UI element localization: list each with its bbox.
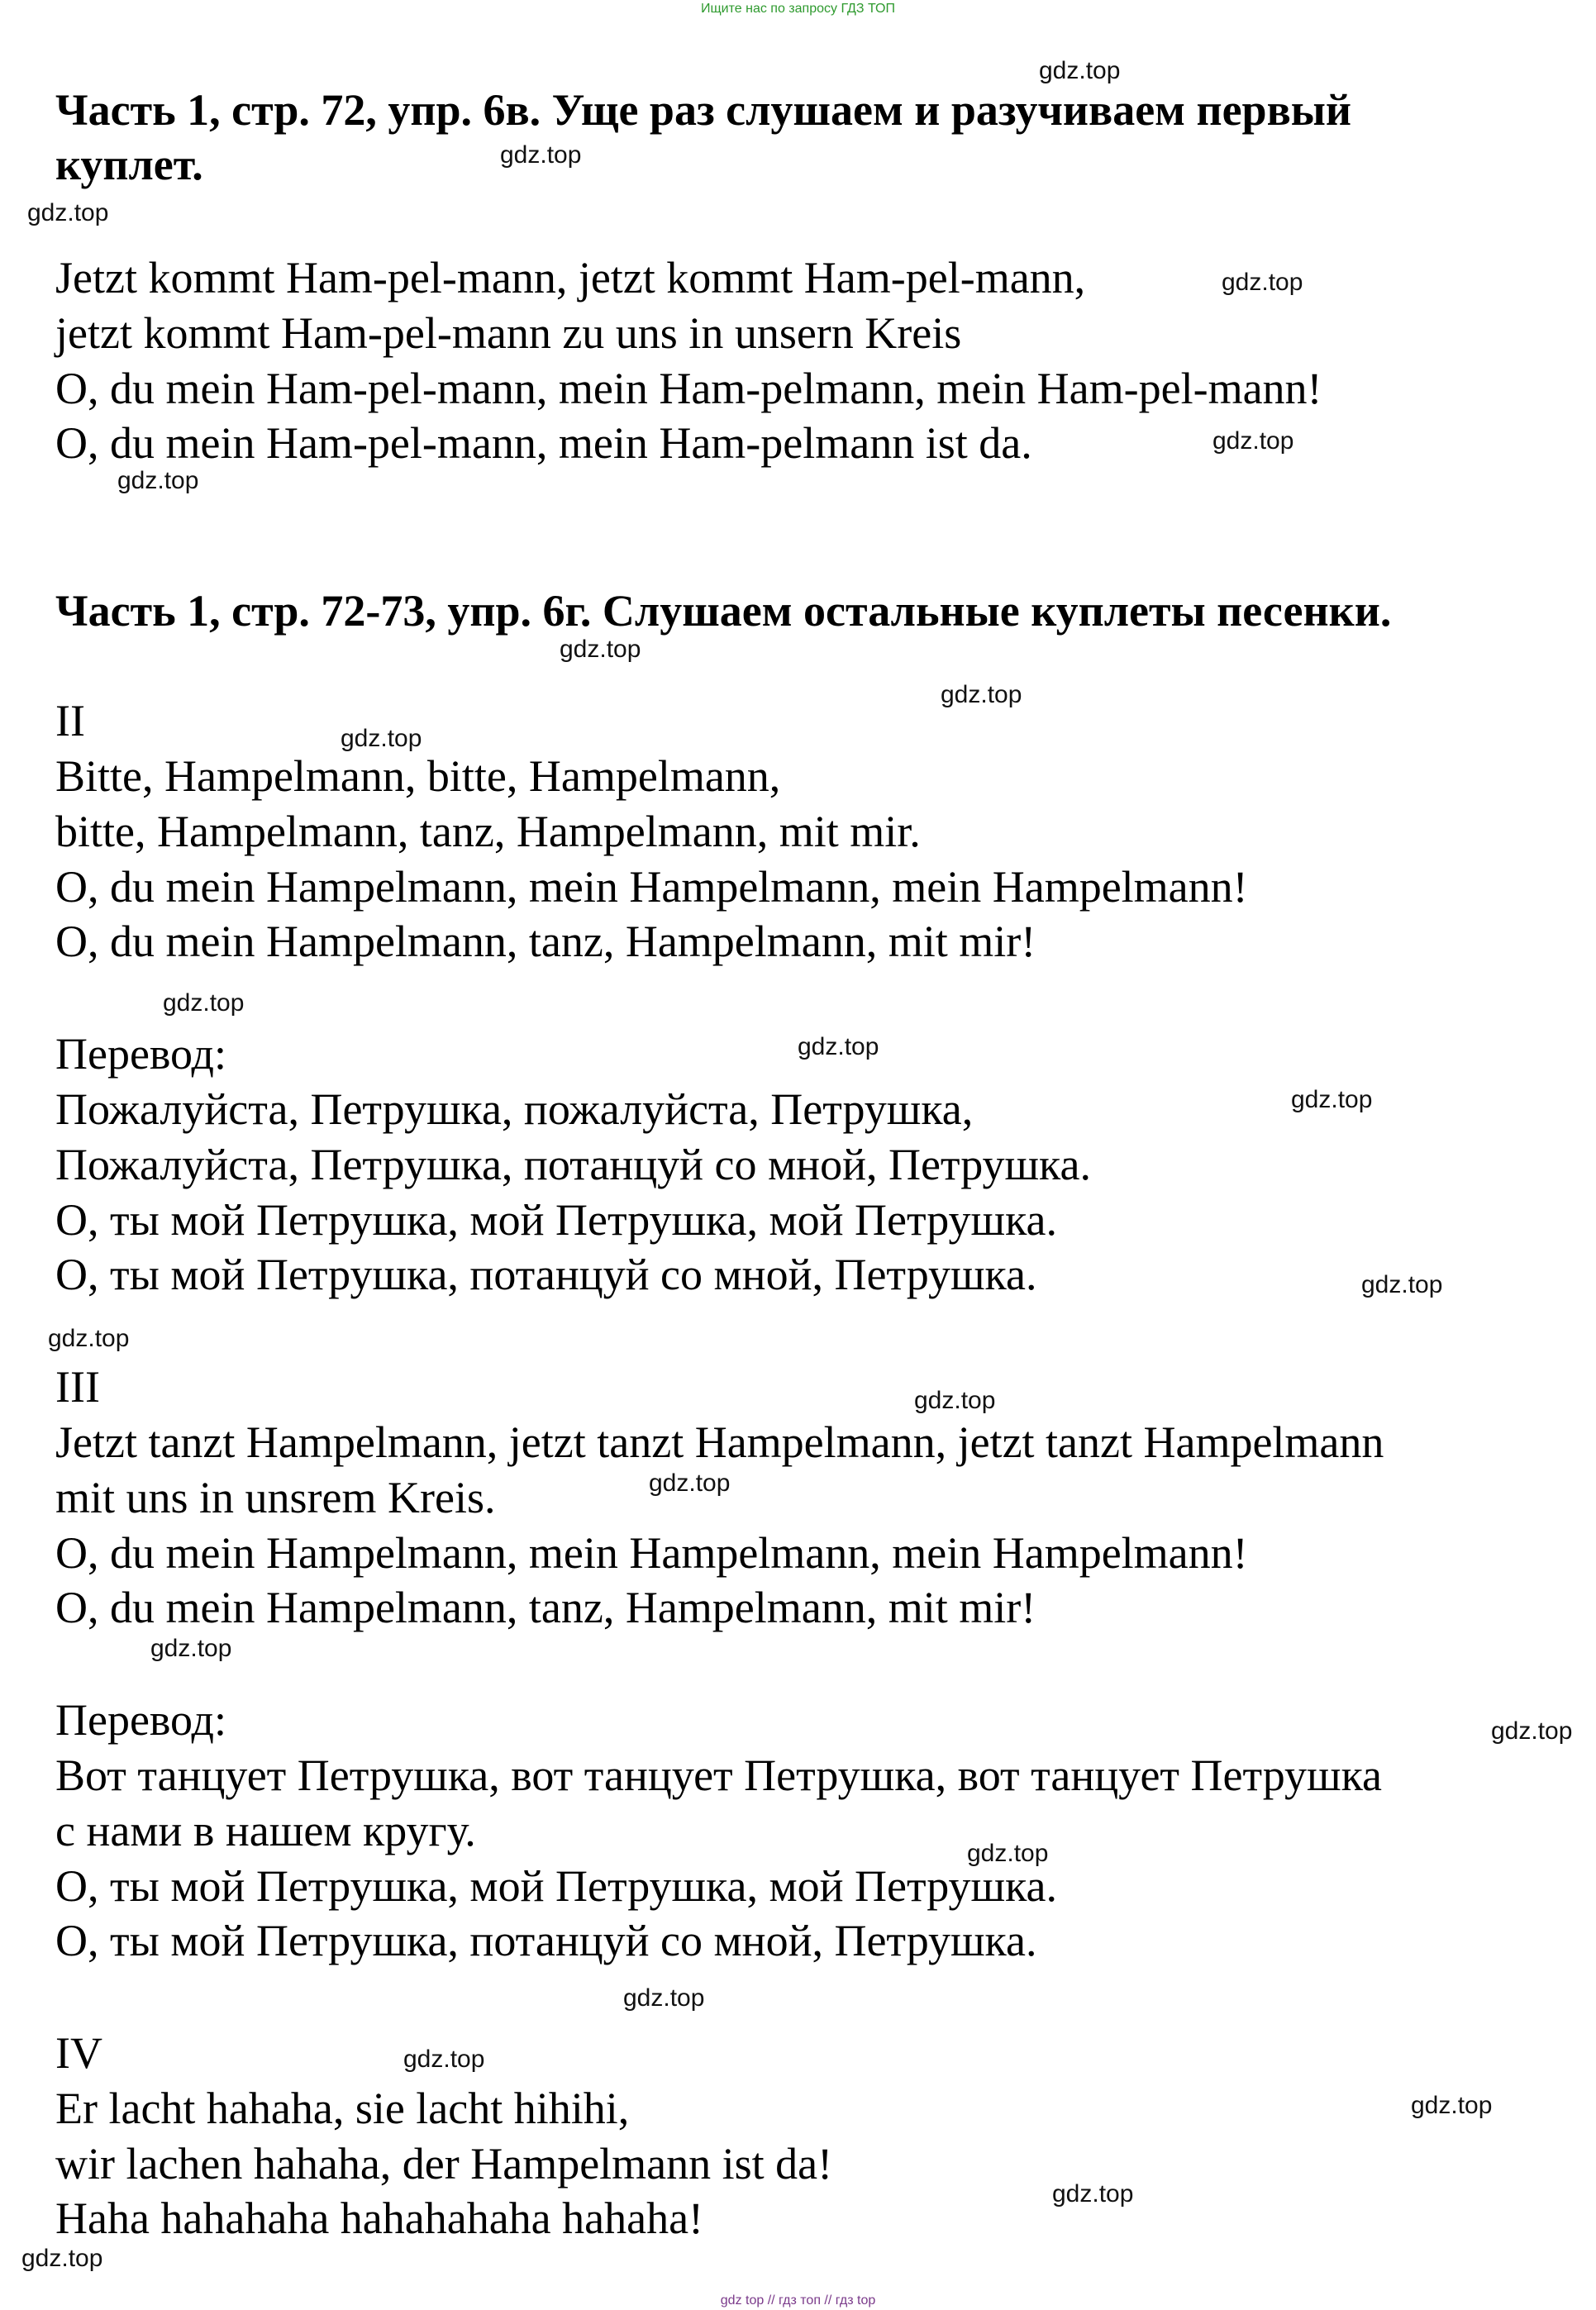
watermark: gdz.top xyxy=(48,1325,130,1352)
section-2-heading: Часть 1, стр. 72-73, упр. 6г. Слушаем остальные куплеты песенки. xyxy=(55,586,1392,636)
watermark: gdz.top xyxy=(163,989,245,1017)
verse-4-line-2: wir lachen hahaha, der Hampelmann ist da! xyxy=(55,2139,833,2189)
verse-2-translation-line-4: О, ты мой Петрушка, потанцуй со мной, Петрушка. xyxy=(55,1250,1037,1299)
watermark: gdz.top xyxy=(649,1469,731,1497)
verse-3-number: III xyxy=(55,1362,100,1412)
watermark: gdz.top xyxy=(560,636,641,663)
watermark: gdz.top xyxy=(623,1984,705,2012)
verse-3-translation-line-2: с нами в нашем кругу. xyxy=(55,1806,476,1855)
watermark: gdz.top xyxy=(27,199,109,226)
verse-2-line-3: O, du mein Hampelmann, mein Hampelmann, mein Hampelmann! xyxy=(55,862,1248,912)
watermark: gdz.top xyxy=(967,1840,1049,1867)
watermark: gdz.top xyxy=(341,725,422,752)
watermark: gdz.top xyxy=(798,1033,879,1060)
verse-2-translation-line-2: Пожалуйста, Петрушка, потанцуй со мной, Петрушка. xyxy=(55,1140,1091,1189)
verse-2-translation-line-1: Пожалуйста, Петрушка, пожалуйста, Петрушка, xyxy=(55,1084,974,1134)
verse-4-line-1: Er lacht hahaha, sie lacht hihihi, xyxy=(55,2084,630,2133)
verse-3-translation-label: Перевод: xyxy=(55,1695,226,1745)
verse-3-translation-line-4: О, ты мой Петрушка, потанцуй со мной, Петрушка. xyxy=(55,1916,1037,1965)
footer-links[interactable]: gdz top // гдз топ // гдз top xyxy=(720,2293,876,2308)
verse-1-line-3: O, du mein Ham-pel-mann, mein Ham-pelmann, mein Ham-pel-mann! xyxy=(55,364,1322,413)
watermark: gdz.top xyxy=(21,2245,103,2272)
verse-3-line-3: O, du mein Hampelmann, mein Hampelmann, mein Hampelmann! xyxy=(55,1528,1248,1578)
watermark: gdz.top xyxy=(1411,2092,1493,2119)
section-1-heading-line-2: куплет. xyxy=(55,140,203,189)
watermark: gdz.top xyxy=(403,2046,485,2073)
verse-4-line-3: Haha hahahaha hahahahaha hahaha! xyxy=(55,2193,704,2243)
watermark: gdz.top xyxy=(1361,1271,1443,1298)
watermark: gdz.top xyxy=(1291,1086,1373,1113)
watermark: gdz.top xyxy=(914,1387,996,1414)
verse-2-translation-line-3: О, ты мой Петрушка, мой Петрушка, мой Петрушка. xyxy=(55,1195,1058,1245)
watermark: gdz.top xyxy=(1039,57,1121,84)
verse-2-line-1: Bitte, Hampelmann, bitte, Hampelmann, xyxy=(55,751,781,801)
watermark: gdz.top xyxy=(1212,427,1294,455)
verse-3-translation-line-1: Вот танцует Петрушка, вот танцует Петрушка, вот танцует Петрушка xyxy=(55,1750,1382,1800)
verse-1-line-1: Jetzt kommt Ham-pel-mann, jetzt kommt Ham-pel-mann, xyxy=(55,253,1086,302)
verse-3-line-2: mit uns in unsrem Kreis. xyxy=(55,1473,496,1522)
watermark: gdz.top xyxy=(1222,269,1303,296)
watermark: gdz.top xyxy=(500,141,582,169)
section-1-heading-line-1: Часть 1, стр. 72, упр. 6в. Уще раз слушаем и разучиваем первый xyxy=(55,85,1352,135)
watermark: gdz.top xyxy=(1491,1717,1573,1745)
verse-3-line-1: Jetzt tanzt Hampelmann, jetzt tanzt Hampelmann, jetzt tanzt Hampelmann xyxy=(55,1417,1384,1467)
verse-3-line-4: O, du mein Hampelmann, tanz, Hampelmann, mit mir! xyxy=(55,1583,1036,1632)
verse-2-line-2: bitte, Hampelmann, tanz, Hampelmann, mit mir. xyxy=(55,807,921,856)
verse-2-translation-label: Перевод: xyxy=(55,1029,226,1079)
top-banner[interactable]: Ищите нас по запросу ГДЗ ТОП xyxy=(701,2,895,16)
watermark: gdz.top xyxy=(941,681,1022,708)
verse-4-number: IV xyxy=(55,2028,102,2078)
verse-3-translation-line-3: О, ты мой Петрушка, мой Петрушка, мой Петрушка. xyxy=(55,1861,1058,1911)
watermark: gdz.top xyxy=(150,1635,232,1662)
verse-1-line-2: jetzt kommt Ham-pel-mann zu uns in unsern Kreis xyxy=(55,308,962,358)
verse-2-number: II xyxy=(55,696,85,745)
verse-2-line-4: O, du mein Hampelmann, tanz, Hampelmann, mit mir! xyxy=(55,917,1036,966)
watermark: gdz.top xyxy=(1052,2180,1134,2208)
verse-1-line-4: O, du mein Ham-pel-mann, mein Ham-pelmann ist da. xyxy=(55,418,1032,468)
watermark: gdz.top xyxy=(117,467,199,494)
